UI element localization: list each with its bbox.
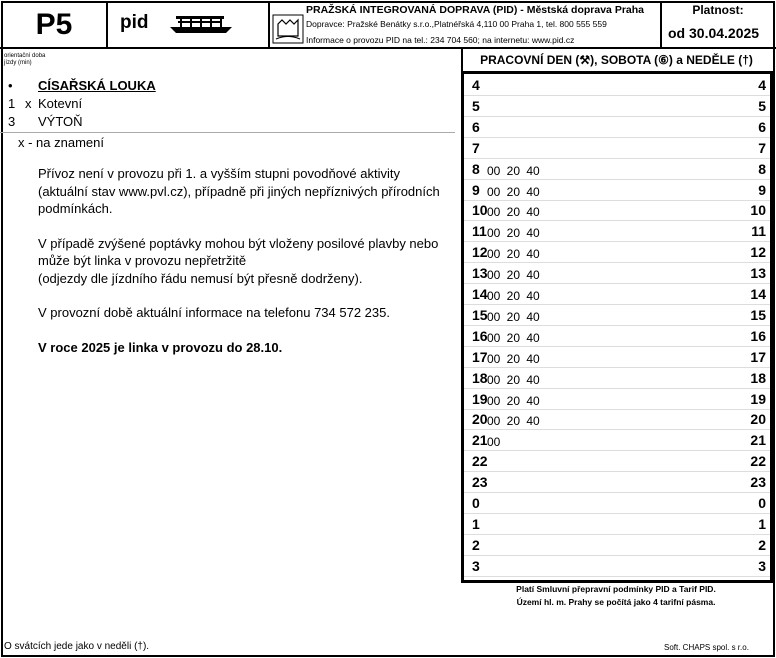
city-seal-icon <box>272 14 304 44</box>
stop-row <box>0 114 455 133</box>
timetable-row <box>464 179 770 201</box>
notes <box>38 165 453 373</box>
hour-right: 13 <box>750 265 766 282</box>
hour-right: 22 <box>750 453 766 470</box>
validity <box>662 2 774 47</box>
hour-right: 21 <box>750 432 766 449</box>
stop-name: Kotevní <box>38 96 83 111</box>
validity-date: od 30.04.2025 <box>668 25 760 41</box>
tariff-condition: Platí Smluvní přepravní podmínky PID a Tarif PID. <box>516 584 716 594</box>
timetable-row <box>464 513 770 535</box>
timetable-row <box>464 534 770 556</box>
line-number: P5 <box>2 2 108 47</box>
ferry-icon <box>168 14 234 36</box>
request-stop-legend: x - na znamení <box>18 135 104 150</box>
timetable-row <box>464 74 770 96</box>
hour-left: 10 <box>472 202 488 219</box>
departure-minutes: 00 20 40 <box>487 268 540 283</box>
departure-minutes: 00 20 40 <box>487 289 540 303</box>
hour-right: 6 <box>758 118 766 135</box>
hour-left: 23 <box>472 474 488 491</box>
timetable-row <box>464 158 770 180</box>
departure-minutes: 00 20 40 <box>487 205 540 220</box>
timetable-row <box>464 137 770 159</box>
hour-left: 2 <box>472 536 480 553</box>
organization-name: PRAŽSKÁ INTEGROVANÁ DOPRAVA (PID) - Městská doprava Praha <box>306 4 644 16</box>
timetable-row <box>464 346 770 368</box>
timetable-row <box>464 450 770 472</box>
hour-left: 0 <box>472 495 480 511</box>
stop-name: VÝTOŇ <box>38 114 83 129</box>
departure-minutes: 00 20 40 <box>487 351 540 366</box>
timetable-row <box>464 220 770 242</box>
stop-time: 1 <box>8 96 16 111</box>
hour-left: 1 <box>472 515 480 532</box>
stop-name: CÍSAŘSKÁ LOUKA <box>38 78 156 93</box>
hour-right: 9 <box>758 181 766 198</box>
departure-minutes: 00 20 40 <box>487 309 540 324</box>
hour-right: 1 <box>758 515 766 532</box>
hour-right: 16 <box>750 327 766 344</box>
note-season: V roce 2025 je linka v provozu do 28.10. <box>38 339 283 355</box>
hour-right: 0 <box>758 495 766 511</box>
hour-right: 19 <box>750 390 766 407</box>
hour-left: 21 <box>472 432 488 449</box>
departure-minutes: 00 20 40 <box>487 163 540 178</box>
hour-right: 23 <box>750 474 766 491</box>
stop-time: 3 <box>8 114 16 129</box>
hour-right: 18 <box>750 369 766 386</box>
hour-left: 18 <box>472 369 488 386</box>
hour-left: 14 <box>472 286 488 302</box>
hour-right: 14 <box>750 286 766 302</box>
hour-left: 11 <box>472 223 487 240</box>
departure-minutes: 00 <box>487 435 501 450</box>
departure-minutes: 00 20 40 <box>487 414 540 429</box>
software-credit: Soft. CHAPS spol. s r.o. <box>664 643 749 652</box>
hour-left: 12 <box>472 244 488 261</box>
hour-right: 2 <box>758 536 766 553</box>
hour-right: 17 <box>750 348 766 365</box>
request-stop-mark: x <box>25 96 32 111</box>
hour-left: 20 <box>472 411 488 428</box>
pid-logo-cell <box>108 2 270 47</box>
tariff-zones: Území hl. m. Prahy se počítá jako 4 tarifní pásma. <box>516 597 716 607</box>
stop-row <box>0 96 455 114</box>
hour-right: 5 <box>758 97 766 114</box>
contact-info: Informace o provozu PID na tel.: 234 704 560; na internetu: www.pid.cz <box>306 35 575 45</box>
stop-time: • <box>8 78 13 93</box>
hour-right: 7 <box>758 139 766 156</box>
timetable-heading: PRACOVNÍ DEN (⚒), SOBOTA (⑥) a NEDĚLE (†) <box>480 53 753 67</box>
hour-left: 9 <box>472 181 480 198</box>
hour-right: 11 <box>751 223 766 240</box>
stop-list <box>0 78 455 151</box>
timetable-row <box>464 325 770 347</box>
note-phone: V provozní době aktuální informace na telefonu 734 572 235. <box>38 305 390 320</box>
timetable-row <box>464 492 770 514</box>
validity-label: Platnost: <box>692 3 744 17</box>
hour-left: 13 <box>472 265 488 282</box>
operator-info <box>270 2 662 47</box>
hour-right: 20 <box>750 411 766 428</box>
timetable-row <box>464 555 770 577</box>
departure-minutes: 00 20 40 <box>487 247 540 262</box>
hour-left: 4 <box>472 77 480 93</box>
stop-row <box>0 78 455 96</box>
timetable-row <box>464 241 770 263</box>
hour-left: 17 <box>472 348 488 365</box>
hour-right: 12 <box>750 244 766 261</box>
hour-left: 3 <box>472 557 480 574</box>
timetable-row <box>464 262 770 284</box>
departure-minutes: 00 20 40 <box>487 184 540 199</box>
timetable-row <box>464 199 770 221</box>
departure-minutes: 00 20 40 <box>487 226 540 241</box>
hour-left: 7 <box>472 139 480 156</box>
hour-right: 10 <box>750 202 766 219</box>
hour-left: 15 <box>472 306 488 323</box>
timetable-row <box>464 408 770 430</box>
timetable-row <box>464 429 770 451</box>
timetable-row <box>464 283 770 305</box>
hour-left: 22 <box>472 453 488 470</box>
departure-minutes: 00 20 40 <box>487 393 540 408</box>
hour-right: 4 <box>758 77 766 93</box>
hour-left: 6 <box>472 118 480 135</box>
holiday-note: O svátcích jede jako v neděli (†). <box>4 641 150 652</box>
note-flood: Přívoz není v provozu při 1. a vyšším stupni povodňové aktivity (aktuální stav www.pvl.cz), případně při jiných nepříznivých přírodních podmínkách. <box>38 166 440 216</box>
hour-right: 15 <box>750 306 766 323</box>
hour-left: 16 <box>472 327 488 344</box>
timetable-row <box>464 116 770 138</box>
timetable-row <box>464 367 770 389</box>
timetable-row <box>464 304 770 326</box>
legend-row <box>0 133 455 151</box>
hour-right: 3 <box>758 557 766 574</box>
hour-left: 5 <box>472 97 480 114</box>
timetable-row <box>464 388 770 410</box>
hour-left: 19 <box>472 390 488 407</box>
ride-time-label: orientační doba jízdy (min) <box>4 53 46 66</box>
timetable-row <box>464 95 770 117</box>
timetable-row <box>464 471 770 493</box>
hour-right: 8 <box>758 160 766 177</box>
hour-left: 8 <box>472 160 480 177</box>
carrier-info: Dopravce: Pražské Benátky s.r.o.,Platnéřská 4,110 00 Praha 1, tel. 800 555 559 <box>306 19 607 29</box>
note-demand: V případě zvýšené poptávky mohou být vloženy posilové plavby nebo může být linka v provozu nepřetržitě (odjezdy dle jízdního řádu nemusí být přesně dodrženy). <box>38 235 439 286</box>
pid-logo-text: pid <box>120 12 149 33</box>
departure-minutes: 00 20 40 <box>487 372 540 387</box>
departure-minutes: 00 20 40 <box>487 330 540 345</box>
